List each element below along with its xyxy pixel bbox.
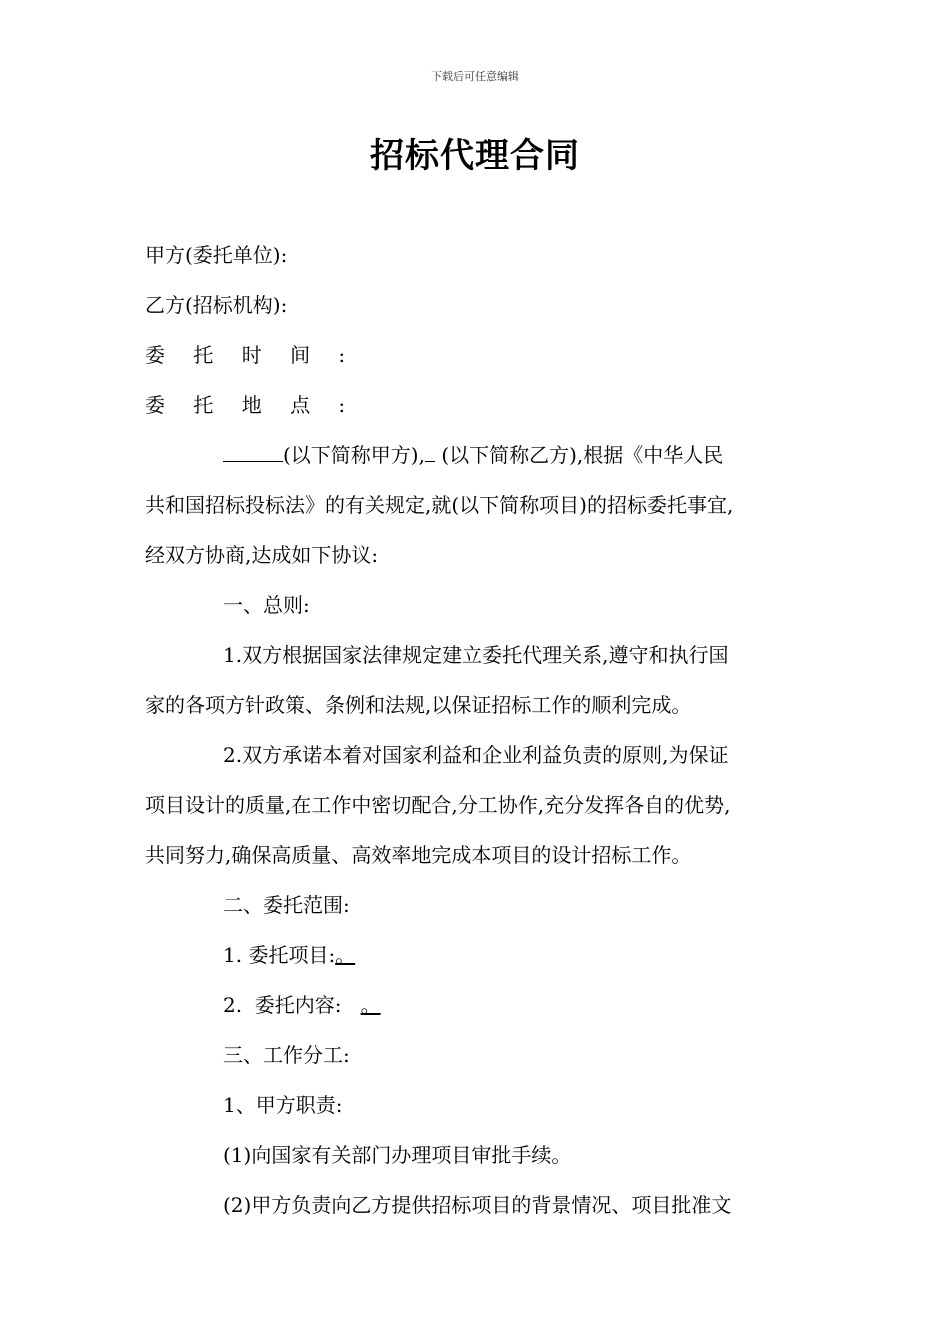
entrust-time-line: 委 托 时 间 : (145, 343, 357, 367)
intro-line-3: 经双方协商,达成如下协议: (145, 543, 379, 567)
section-1-item-2-line-1: 2.双方承诺本着对国家利益和企业利益负责的原则,为保证 (223, 743, 729, 767)
section-3-heading: 三、工作分工: (223, 1043, 350, 1067)
entrusted-content-label: 2. 委托内容: (223, 993, 361, 1017)
section-3-sub-1: 1、甲方职责: (223, 1093, 343, 1117)
entrusted-content-value: 。 (360, 993, 381, 1017)
header-note: 下载后可任意编辑 (431, 70, 519, 83)
intro-part-1: (以下简称甲方), (283, 443, 425, 467)
section-2-item-2 (145, 980, 815, 1030)
entrusted-project-label: 1. 委托项目: (223, 943, 336, 967)
section-2-heading: 二、委托范围: (223, 893, 350, 917)
party-a-blank (223, 437, 283, 462)
document-title: 招标代理合同 (370, 136, 580, 176)
section-1-heading: 一、总则: (223, 593, 310, 617)
intro-line-1 (145, 430, 815, 480)
party-a-duty-2: (2)甲方负责向乙方提供招标项目的背景情况、项目批准文 (223, 1193, 732, 1217)
section-1-item-2-line-2: 项目设计的质量,在工作中密切配合,分工协作,充分发挥各自的优势, (145, 793, 731, 817)
party-a-duty-1: (1)向国家有关部门办理项目审批手续。 (223, 1143, 572, 1167)
entrust-place-line: 委 托 地 点 : (145, 393, 357, 417)
document-body (145, 230, 815, 1230)
section-2-item-1 (145, 930, 815, 980)
section-1-item-2-line-3: 共同努力,确保高质量、高效率地完成本项目的设计招标工作。 (145, 843, 692, 867)
party-b-blank (425, 437, 435, 462)
intro-line-2: 共和国招标投标法》的有关规定,就(以下简称项目)的招标委托事宜, (145, 493, 734, 517)
party-b-line: 乙方(招标机构): (145, 293, 288, 317)
intro-part-2: (以下简称乙方),根据《中华人民 (434, 443, 724, 467)
party-a-line: 甲方(委托单位): (145, 243, 288, 267)
section-1-item-1-line-2: 家的各项方针政策、条例和法规,以保证招标工作的顺利完成。 (145, 693, 692, 717)
section-1-item-1-line-1: 1.双方根据国家法律规定建立委托代理关系,遵守和执行国 (223, 643, 729, 667)
entrusted-project-value: 。 (335, 943, 356, 967)
